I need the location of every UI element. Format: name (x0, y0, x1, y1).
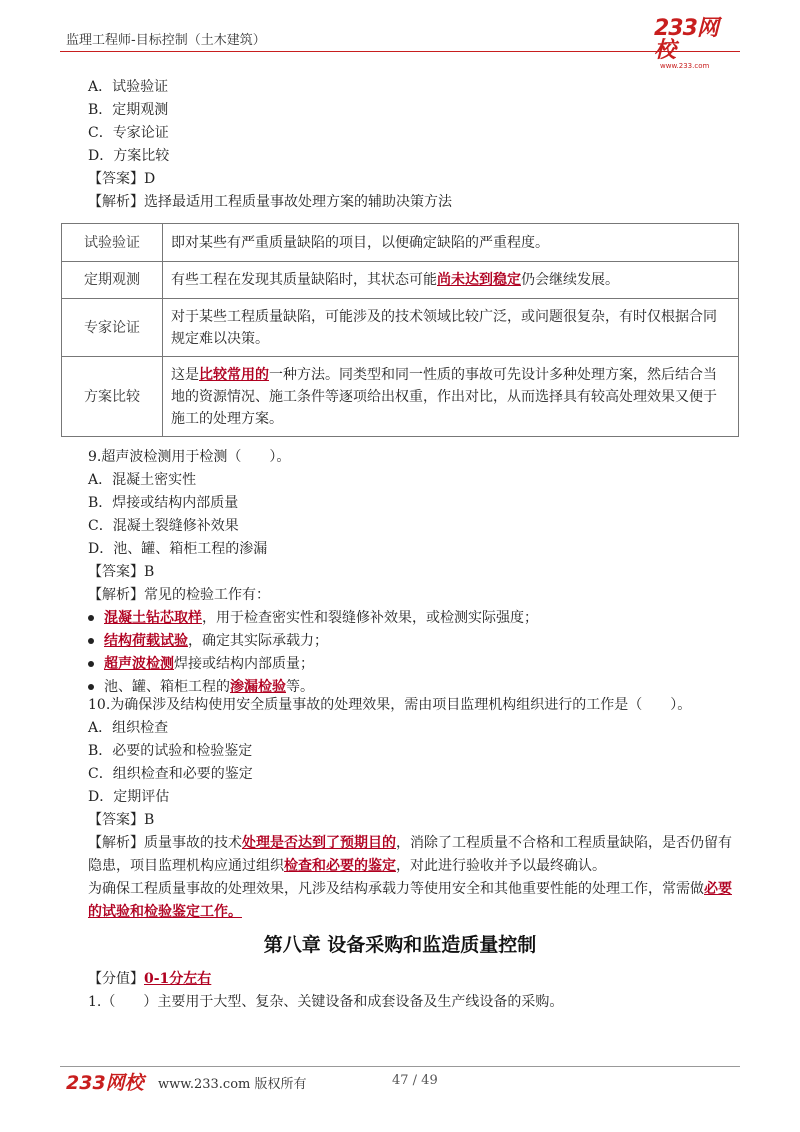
text-segment: 这是 (171, 366, 199, 383)
q9-stem: 9.超声波检测用于检测（ ）。 (88, 449, 291, 465)
analysis-text: 选择最适用工程质量事故处理方案的辅助决策方法 (144, 194, 452, 210)
answer-value: B (144, 564, 155, 580)
highlight-text: 渗漏检验 (230, 679, 286, 695)
text-segment: 为确保工程质量事故的处理效果，凡涉及结构承载力等使用安全和其他重要性能的处理工作，常需做 (88, 881, 704, 897)
table-key: 试验验证 (62, 224, 163, 262)
score-value: 0-1分左右 (144, 971, 212, 987)
text-segment: ，用于检查密实性和裂缝修补效果，或检测实际强度； (202, 610, 538, 626)
q9-option-c: C．混凝土裂缝修补效果 (88, 518, 239, 534)
answer-tag: 【答案】 (88, 564, 144, 580)
bullet-dot (88, 615, 94, 621)
answer-value: B (144, 812, 155, 828)
q9-option-a: A．混凝土密实性 (88, 472, 197, 488)
text-segment: ，确定其实际承载力； (188, 633, 328, 649)
bullet-dot (88, 661, 94, 667)
logo-url: www.233.com (660, 62, 710, 70)
brand-logo (654, 16, 736, 70)
q9-option-b: B．焊接或结构内部质量 (88, 495, 239, 511)
q9-bullet (88, 653, 314, 675)
highlight-text: 尚未达到稳定 (437, 272, 521, 288)
answer-value: D (144, 171, 156, 187)
answer-tag: 【答案】 (88, 171, 144, 187)
q10-option-d: D．定期评估 (88, 789, 170, 805)
text-segment: 焊接或结构内部质量； (174, 656, 314, 672)
q10-option-b: B．必要的试验和检验鉴定 (88, 743, 253, 759)
q10-option-a: A．组织检查 (88, 720, 169, 736)
q9-answer (88, 561, 154, 583)
table-row (62, 357, 739, 437)
q9-bullet (88, 607, 538, 629)
table-row (62, 299, 739, 357)
text-segment: 有些工程在发现其质量缺陷时，其状态可能 (171, 272, 437, 288)
text-segment: 池、罐、箱柜工程的 (104, 679, 230, 695)
table-value (163, 262, 739, 299)
bullet-dot (88, 684, 94, 690)
text-segment: 仍会继续发展。 (521, 272, 619, 288)
q10-explanation-paragraph (88, 878, 736, 924)
highlight-text: 结构荷载试验 (104, 633, 188, 649)
footer-logo: 233网校 (66, 1072, 144, 1094)
table-row (62, 224, 739, 262)
highlight-text: 比较常用的 (199, 366, 269, 383)
analysis-text: 常见的检验工作有： (144, 587, 270, 603)
q9-analysis (88, 584, 270, 606)
highlight-text: 检查和必要的鉴定 (284, 858, 396, 874)
q9-bullet (88, 630, 328, 652)
q10-option-c: C．组织检查和必要的鉴定 (88, 766, 253, 782)
header-divider (60, 51, 740, 52)
text-segment: ，对此进行验收并予以最终确认。 (396, 858, 606, 874)
footer-copyright: www.233.com 版权所有 (158, 1077, 307, 1092)
highlight-text: 必要的试验和检验鉴定工作。 (88, 881, 732, 920)
page-number: 47 / 49 (392, 1073, 438, 1088)
q10-analysis-paragraph (88, 832, 736, 878)
table-value (163, 357, 739, 437)
table-row (62, 262, 739, 299)
table-key: 方案比较 (62, 357, 163, 437)
highlight-text: 处理是否达到了预期目的 (242, 835, 396, 851)
text-segment: 等。 (286, 679, 314, 695)
score-tag: 【分值】 (88, 971, 144, 987)
document-header-title: 监理工程师-目标控制（土木建筑） (66, 33, 266, 48)
table-value: 对于某些工程质量缺陷，可能涉及的技术领域比较广泛，或问题很复杂，有时仅根据合同规定难以决策。 (163, 299, 739, 357)
analysis-tag: 【解析】 (88, 835, 144, 851)
text-segment: 质量事故的技术 (144, 835, 242, 851)
q8-option-a: A．试验验证 (88, 79, 169, 95)
q8-option-b: B．定期观测 (88, 102, 169, 118)
footer-divider (60, 1066, 740, 1067)
q10-stem: 10.为确保涉及结构使用安全质量事故的处理效果，需由项目监理机构组织进行的工作是（ ）。 (88, 697, 692, 713)
decision-methods-table (61, 223, 739, 437)
score-line (88, 968, 211, 990)
q10-answer (88, 809, 154, 831)
q8-analysis (88, 191, 452, 213)
text-segment: ，消除了工程质量不合格和工程质量缺陷，是否仍留有隐患，项目监理机构应通过组织 (88, 835, 732, 874)
q1-stem: 1.（ ）主要用于大型、复杂、关键设备和成套设备及生产线设备的采购。 (88, 994, 564, 1010)
answer-tag: 【答案】 (88, 812, 144, 828)
text-segment: 一种方法。同类型和同一性质的事故可先设计多种处理方案，然后结合当地的资源情况、施工条件等逐项给出权重，作出对比，从而选择具有较高处理效果又便于施工的处理方案。 (171, 366, 717, 427)
analysis-tag: 【解析】 (88, 194, 144, 210)
highlight-text: 超声波检测 (104, 656, 174, 672)
chapter-title: 第八章 设备采购和监造质量控制 (263, 934, 537, 956)
table-key: 定期观测 (62, 262, 163, 299)
highlight-text: 混凝土钻芯取样 (104, 610, 202, 626)
q9-option-d: D．池、罐、箱柜工程的渗漏 (88, 541, 268, 557)
analysis-tag: 【解析】 (88, 587, 144, 603)
table-value: 即对某些有严重质量缺陷的项目，以便确定缺陷的严重程度。 (163, 224, 739, 262)
logo-text: 233网校 (654, 16, 718, 63)
table-key: 专家论证 (62, 299, 163, 357)
bullet-dot (88, 638, 94, 644)
q8-option-c: C．专家论证 (88, 125, 169, 141)
q8-option-d: D．方案比较 (88, 148, 170, 164)
q8-answer (88, 168, 155, 190)
